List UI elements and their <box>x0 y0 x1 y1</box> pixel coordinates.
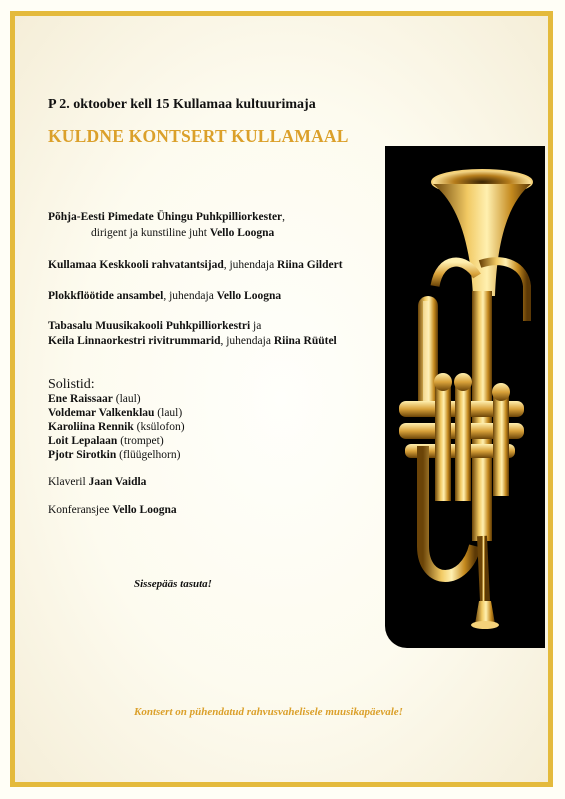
trumpet-icon <box>385 146 545 648</box>
performer-1-role-text: dirigent ja kunstiline juht <box>91 227 210 239</box>
soloist-item <box>48 435 164 447</box>
event-date-line: P 2. oktoober kell 15 Kullamaa kultuurimaja <box>48 97 316 112</box>
soloists-heading: Solistid: <box>48 377 95 392</box>
soloist-role: (flüügelhorn) <box>116 449 181 461</box>
performer-2-role: , juhendaja <box>223 259 278 271</box>
performer-2-leader: Riina Gildert <box>277 259 343 271</box>
performer-2 <box>48 259 343 271</box>
performer-2-name: Kullamaa Keskkooli rahvatantsijad <box>48 259 224 271</box>
soloist-item <box>48 393 141 405</box>
poster-title: KULDNE KONTSERT KULLAMAAL <box>48 126 349 146</box>
performer-5-leader: Riina Rüütel <box>273 335 337 347</box>
performer-3-name: Plokkflöötide ansambel <box>48 290 164 302</box>
performer-1-role <box>91 227 274 239</box>
host-name: Vello Loogna <box>112 504 177 516</box>
piano-name: Jaan Vaidla <box>88 476 147 488</box>
soloist-role: (ksülofon) <box>133 421 185 433</box>
host-line <box>48 504 177 516</box>
performer-1-leader: Vello Loogna <box>209 227 275 239</box>
dedication-note: Kontsert on pühendatud rahvusvahelisele muusikapäevale! <box>134 706 403 718</box>
trumpet-photo <box>385 146 545 648</box>
soloist-item <box>48 421 185 433</box>
soloist-name: Pjotr Sirotkin <box>48 449 117 461</box>
soloist-name: Loit Lepalaan <box>48 435 118 447</box>
performer-3-leader: Vello Loogna <box>216 290 282 302</box>
soloist-name: Voldemar Valkenklau <box>48 407 155 419</box>
performer-3-role: , juhendaja <box>163 290 217 302</box>
performer-4-and: ja <box>250 320 262 332</box>
performer-4-name: Tabasalu Muusikakooli Puhkpilliorkestri <box>48 320 251 332</box>
performer-4 <box>48 320 261 332</box>
performer-1-comma: , <box>282 211 286 223</box>
soloist-role: (trompet) <box>117 435 164 447</box>
soloist-role: (laul) <box>112 393 141 405</box>
performer-5-role: , juhendaja <box>220 335 274 347</box>
performer-3 <box>48 290 281 302</box>
performer-5 <box>48 335 337 347</box>
soloist-name: Karoliina Rennik <box>48 421 134 433</box>
performer-1-name: Põhja-Eesti Pimedate Ühingu Puhkpilliorkester <box>48 211 283 223</box>
host-label: Konferansjee <box>48 504 113 516</box>
soloist-item <box>48 407 182 419</box>
soloist-name: Ene Raissaar <box>48 393 113 405</box>
performer-5-name: Keila Linnaorkestri rivitrummarid <box>48 335 221 347</box>
performer-1 <box>48 211 285 223</box>
soloist-role: (laul) <box>154 407 183 419</box>
piano-label: Klaveril <box>48 476 89 488</box>
soloist-item <box>48 449 180 461</box>
piano-line <box>48 476 146 488</box>
admission-note: Sissepääs tasuta! <box>134 578 212 590</box>
